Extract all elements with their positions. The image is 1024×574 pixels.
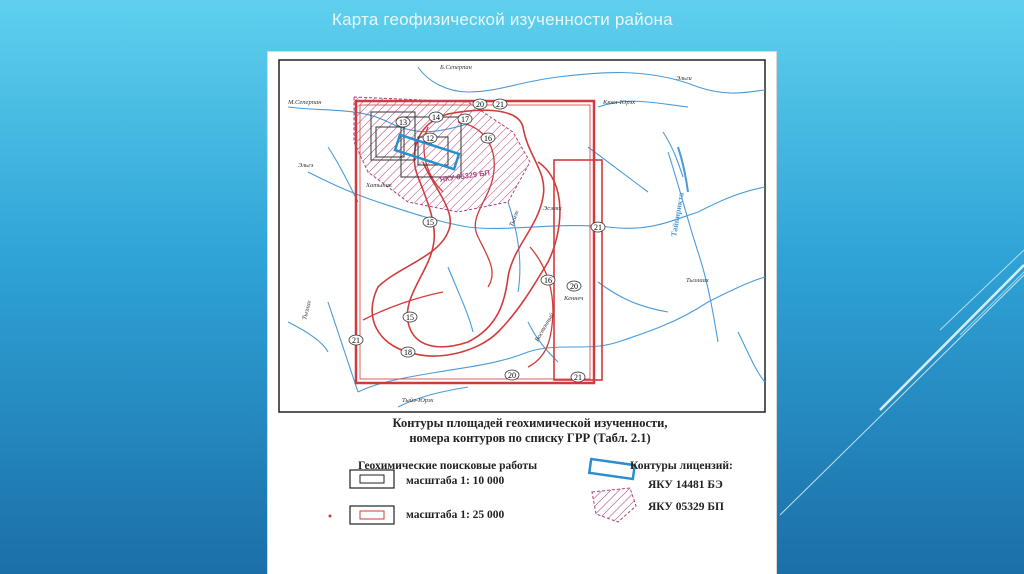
contour-number: 20 [476,100,484,109]
slide-title: Карта геофизической изученности района [332,10,673,29]
legend-license-1: ЯКУ 14481 БЭ [648,479,723,491]
place-labels [287,64,709,404]
legend-licenses-title: Контуры лицензий: [630,460,733,472]
contour-number: 21 [352,336,360,345]
place-label: Эльгэ [298,162,314,169]
contour-number: 21 [594,223,602,232]
contour-number: 13 [399,118,407,127]
legend-symbol-25000 [350,506,394,524]
legend-symbol-license-14481 [589,459,635,479]
place-label: Эсэлях [543,205,562,212]
legend-scale-10000: масштаба 1: 10 000 [406,475,505,487]
contour-number: 17 [461,115,469,124]
place-label: Эльги [676,75,692,82]
contour-number: 21 [496,100,504,109]
caption-line-1: Контуры площадей геохимической изученности, [392,416,668,430]
place-label: Тыйэх [508,209,521,228]
place-label: Тыэлаах [686,277,709,284]
contour-number: 20 [570,282,578,291]
place-label: Восточный [533,311,556,343]
geochemical-map [268,52,776,574]
map-caption [330,416,730,446]
contour-number: 15 [426,218,434,227]
license-area-label: ЯКУ 05329 БП [439,168,491,184]
place-label: Тыэлах [301,299,313,321]
contour-number: 16 [484,134,492,143]
caption-line-2: номера контуров по списку ГРР (Табл. 2.1) [409,431,651,445]
place-label: М.Сеперпан [288,99,322,106]
place-label: Хатыпак [366,182,392,189]
contour-number: 21 [574,373,582,382]
contour-number: 12 [426,134,434,143]
place-label: Кеннеч [564,295,584,302]
map-border [279,60,765,412]
legend-works-title: Геохимические поисковые работы [358,460,538,472]
legend-symbol-10000 [350,470,394,488]
contour-number: 18 [404,348,412,357]
contour-number: 14 [432,113,440,122]
contour-number: 20 [508,371,516,380]
place-label: Б.Сеперпан [440,64,472,71]
place-label: Кюел-Юрэх [603,99,636,106]
place-label: Тайпирикта [669,191,686,238]
map-figure [268,52,776,574]
legend-symbol-license-05329 [592,488,636,522]
legend-scale-25000: масштаба 1: 25 000 [406,509,505,521]
contour-number: 16 [544,276,552,285]
legend-license-2: ЯКУ 05329 БП [648,501,724,513]
place-label: Тыйэ-Юрэх [402,397,434,404]
contour-number: 15 [406,313,414,322]
